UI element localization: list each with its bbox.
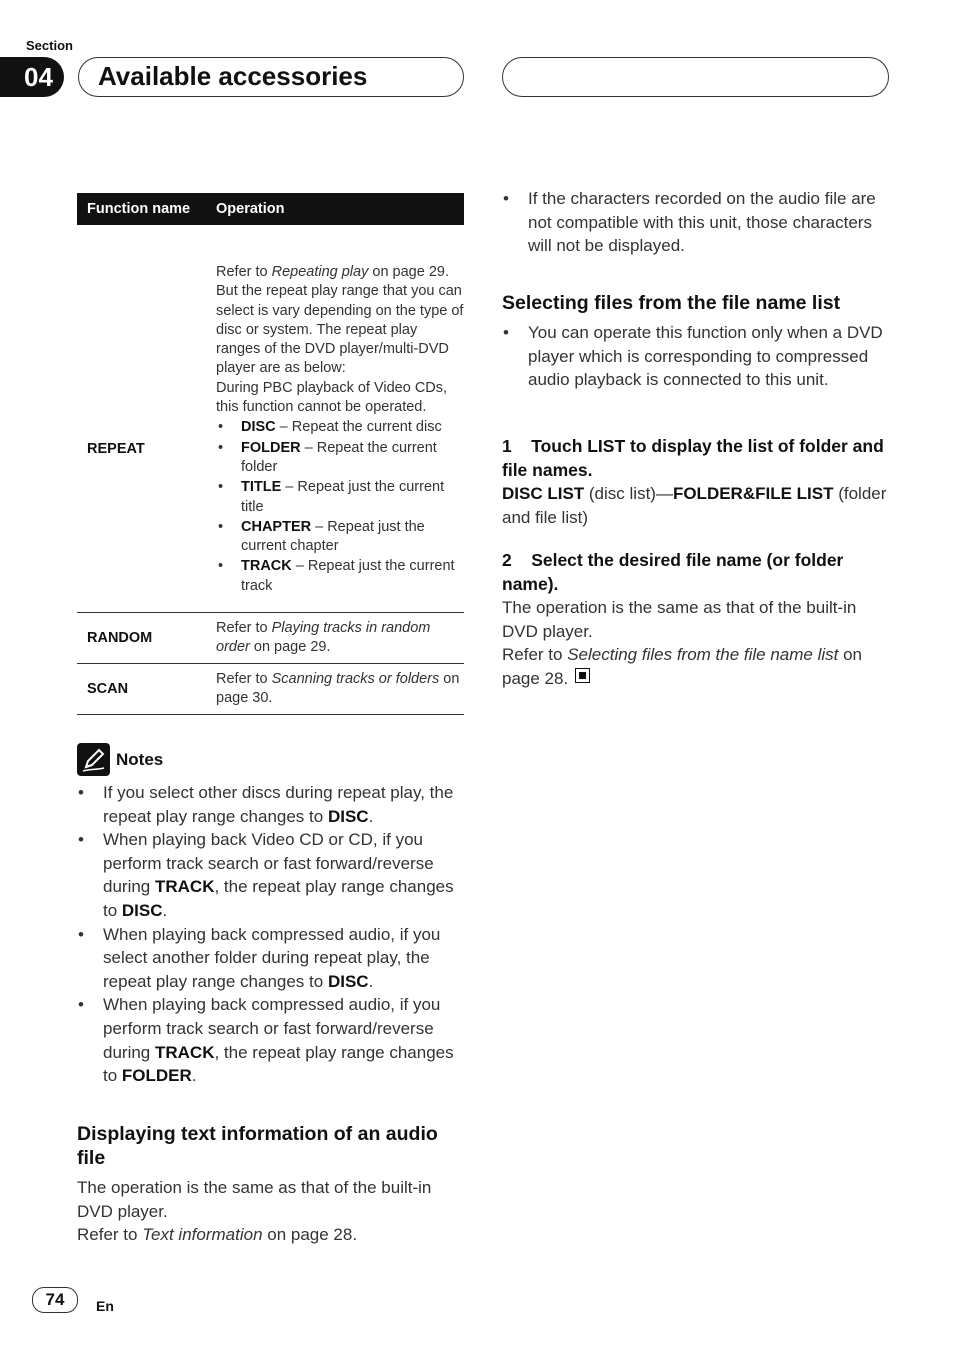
step-2-reference: Refer to Selecting files from the file name list on page 28.	[502, 645, 863, 688]
operation-scan: Refer to Scanning tracks or folders on page 30.	[216, 671, 460, 707]
notes-pencil-icon	[77, 743, 110, 776]
page-number: 74	[32, 1287, 78, 1313]
list-item: • TRACK – Repeat just the current track	[216, 557, 464, 596]
function-name-repeat: REPEAT	[87, 441, 145, 457]
step-2-title: 2 Select the desired file name (or folder name).	[502, 550, 844, 594]
select-files-heading: Selecting files from the file name list	[502, 292, 841, 314]
operation-random: Refer to Playing tracks in random order on page 29.	[216, 620, 431, 656]
section-label: Section	[26, 38, 73, 53]
step-1	[502, 435, 892, 529]
column-header-function-name: Function name	[87, 201, 191, 217]
function-name-scan: SCAN	[87, 681, 129, 697]
notes-heading: Notes	[116, 750, 164, 769]
repeat-range-list	[216, 418, 464, 596]
list-item: • FOLDER – Repeat the current folder	[216, 439, 464, 478]
list-item: • If the characters recorded on the audio file are not compatible with this unit, those characters will not be displayed.	[502, 187, 892, 258]
language-label: En	[96, 1298, 114, 1314]
list-item: • When playing back compressed audio, if you perform track search or fast forward/reverse during TRACK, the repeat play range changes to FOLDER.	[77, 993, 467, 1087]
list-item: • When playing back compressed audio, if you select another folder during repeat play, the repeat play range changes to DISC.	[77, 923, 467, 994]
step-2-body: The operation is the same as that of the built-in DVD player.	[502, 598, 857, 641]
function-name-random: RANDOM	[87, 630, 153, 646]
page-title: Available accessories	[98, 61, 368, 91]
repeat-pbc-note: During PBC playback of Video CDs, this function cannot be operated.	[216, 379, 448, 416]
table-row-random	[77, 613, 464, 664]
section-number-tab: 04	[0, 57, 64, 97]
list-item: • When playing back Video CD or CD, if you perform track search or fast forward/reverse during TRACK, the repeat play range changes to DISC.	[77, 828, 467, 922]
step-1-detail: DISC LIST (disc list)—FOLDER&FILE LIST (folder and file list)	[502, 484, 887, 527]
repeat-description: But the repeat play range that you can select is vary depending on the type of disc or system. The repeat play ranges of the DVD player/multi-DVD player are as below:	[216, 283, 464, 377]
list-item: • CHAPTER – Repeat just the current chapter	[216, 518, 464, 557]
list-item: • If you select other discs during repeat play, the repeat play range changes to DISC.	[77, 781, 467, 828]
column-header-operation: Operation	[216, 201, 285, 217]
notes-list	[77, 781, 467, 1088]
character-compat-note	[502, 187, 892, 258]
step-1-title: 1 Touch LIST to display the list of folder and file names.	[502, 436, 884, 480]
display-text-info-heading: Displaying text information of an audio file	[77, 1123, 438, 1169]
table-row-repeat	[77, 225, 464, 613]
table-row-scan	[77, 664, 464, 715]
operation-repeat	[216, 225, 464, 596]
step-2	[502, 549, 892, 691]
list-item: • DISC – Repeat the current disc	[216, 418, 464, 437]
repeat-reference: Refer to Repeating play on page 29.	[216, 264, 449, 280]
end-mark-icon	[575, 668, 590, 683]
table-header	[77, 193, 464, 225]
list-item: • TITLE – Repeat just the current title	[216, 478, 464, 517]
header-blank-frame	[502, 57, 889, 97]
dvd-player-requirement-note	[502, 321, 892, 392]
display-text-info-body: The operation is the same as that of the built-in DVD player. Refer to Text information on page 28.	[77, 1178, 432, 1245]
list-item: • You can operate this function only when a DVD player which is corresponding to compressed audio playback is connected to this unit.	[502, 321, 892, 392]
function-table	[77, 193, 464, 715]
